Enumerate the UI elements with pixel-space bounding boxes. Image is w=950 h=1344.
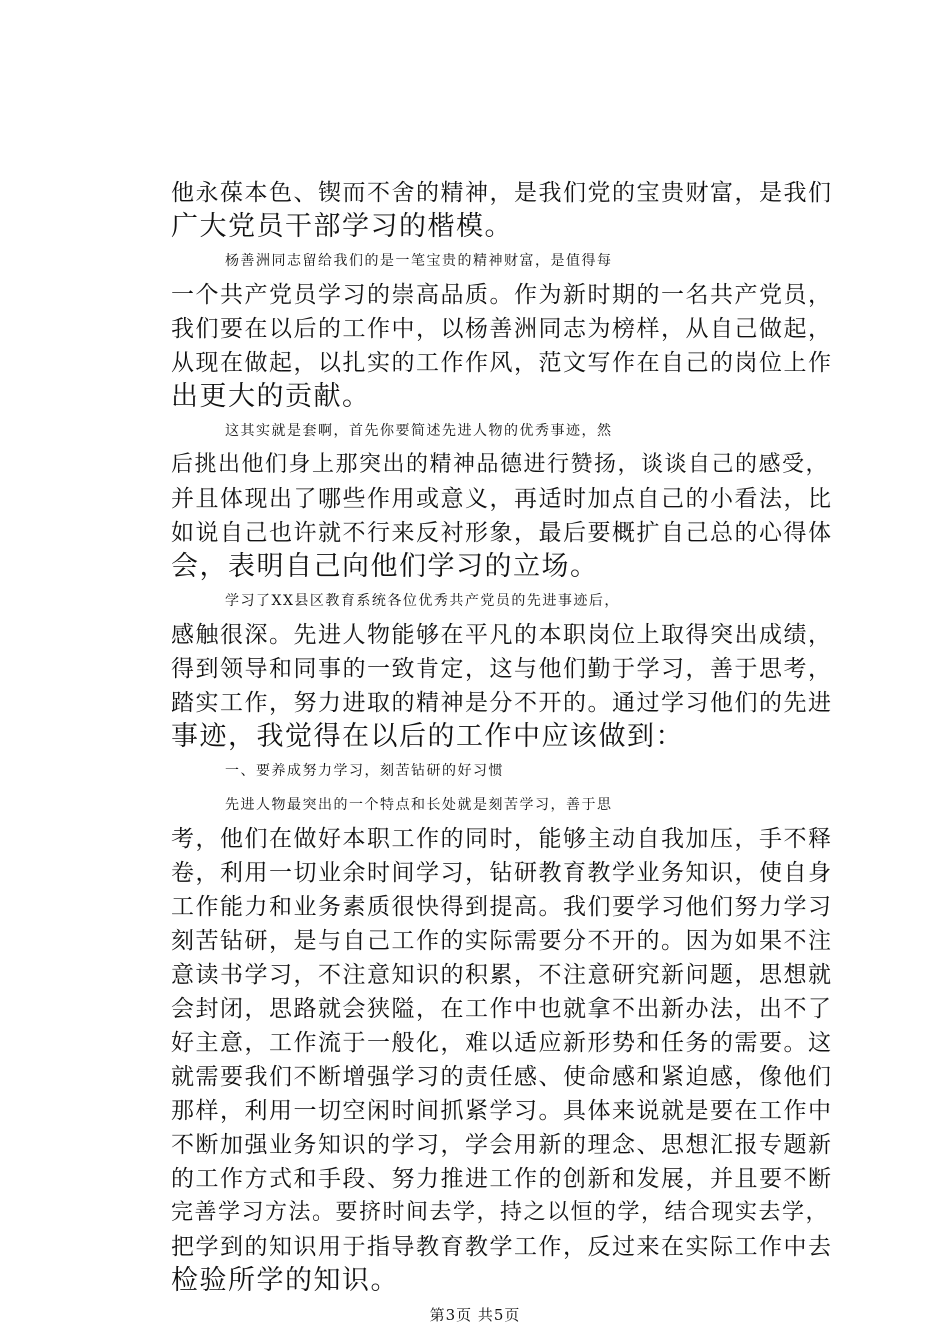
body-text-line: 学习了XX县区教育系统各位优秀共产党员的先进事迹后， bbox=[225, 593, 620, 609]
body-text-line: 并且体现出了哪些作用或意义，再适时加点自己的小看法，比 bbox=[171, 486, 833, 512]
body-text-line: 出更大的贡献。 bbox=[171, 381, 371, 412]
body-text-line: 意读书学习，不注意知识的积累，不注意研究新问题，思想就 bbox=[171, 962, 833, 988]
body-text-line: 完善学习方法。要挤时间去学，持之以恒的学，结合现实去学， bbox=[171, 1200, 830, 1225]
body-text-line: 踏实工作，努力进取的精神是分不开的。通过学习他们的先进 bbox=[171, 690, 833, 716]
body-text-line: 先进人物最突出的一个特点和长处就是刻苦学习，善于思 bbox=[225, 797, 613, 813]
section-heading: 一、要养成努力学习，刻苦钻研的好习惯 bbox=[225, 763, 504, 779]
body-text-line: 会，表明自己向他们学习的立场。 bbox=[171, 551, 599, 582]
body-text-line: 我们要在以后的工作中，以杨善洲同志为榜样，从自己做起， bbox=[171, 316, 833, 342]
body-text-line: 杨善洲同志留给我们的是一笔宝贵的精神财富，是值得每 bbox=[225, 253, 613, 269]
body-text-line: 这其实就是套啊，首先你要简述先进人物的优秀事迹，然 bbox=[225, 423, 613, 439]
body-text-line: 从现在做起，以扎实的工作作风，范文写作在自己的岗位上作 bbox=[171, 350, 833, 376]
body-text-line: 一个共产党员学习的崇高品质。作为新时期的一名共产党员， bbox=[171, 282, 833, 308]
body-text-line: 广大党员干部学习的楷模。 bbox=[171, 211, 513, 242]
body-text-line: 检验所学的知识。 bbox=[171, 1265, 399, 1296]
body-text-line: 得到领导和同事的一致肯定，这与他们勤于学习，善于思考， bbox=[171, 656, 833, 682]
body-text-line: 把学到的知识用于指导教育教学工作，反过来在实际工作中去 bbox=[171, 1234, 833, 1260]
body-text-line: 就需要我们不断增强学习的责任感、使命感和紧迫感，像他们 bbox=[171, 1064, 833, 1090]
body-text-line: 不断加强业务知识的学习，学会用新的理念、思想汇报专题新 bbox=[171, 1132, 833, 1158]
body-text-line: 工作能力和业务素质很快得到提高。我们要学习他们努力学习 bbox=[171, 894, 833, 920]
body-text-line: 刻苦钻研，是与自己工作的实际需要分不开的。因为如果不注 bbox=[171, 928, 833, 954]
body-text-line: 如说自己也许就不行来反衬形象，最后要概扩自己总的心得体 bbox=[171, 520, 833, 546]
body-text-line: 卷，利用一切业余时间学习，钻研教育教学业务知识，使自身 bbox=[171, 860, 833, 886]
body-text-line: 好主意，工作流于一般化，难以适应新形势和任务的需要。这 bbox=[171, 1030, 833, 1056]
body-text-line: 那样，利用一切空闲时间抓紧学习。具体来说就是要在工作中 bbox=[171, 1098, 833, 1124]
body-text-line: 后挑出他们身上那突出的精神品德进行赞扬，谈谈自己的感受， bbox=[171, 452, 830, 477]
body-text-line: 感触很深。先进人物能够在平凡的本职岗位上取得突出成绩， bbox=[171, 622, 833, 648]
page-number-footer: 第3页 共5页 bbox=[429, 1306, 521, 1324]
body-text-line: 的工作方式和手段、努力推进工作的创新和发展，并且要不断 bbox=[171, 1166, 833, 1192]
body-text-line: 会封闭，思路就会狭隘，在工作中也就拿不出新办法，出不了 bbox=[171, 996, 833, 1022]
body-text-line: 他永葆本色、锲而不舍的精神，是我们党的宝贵财富，是我们 bbox=[171, 180, 833, 206]
body-text-line: 考，他们在做好本职工作的同时，能够主动自我加压，手不释 bbox=[171, 826, 833, 852]
body-text-line: 事迹，我觉得在以后的工作中应该做到： bbox=[171, 721, 684, 752]
